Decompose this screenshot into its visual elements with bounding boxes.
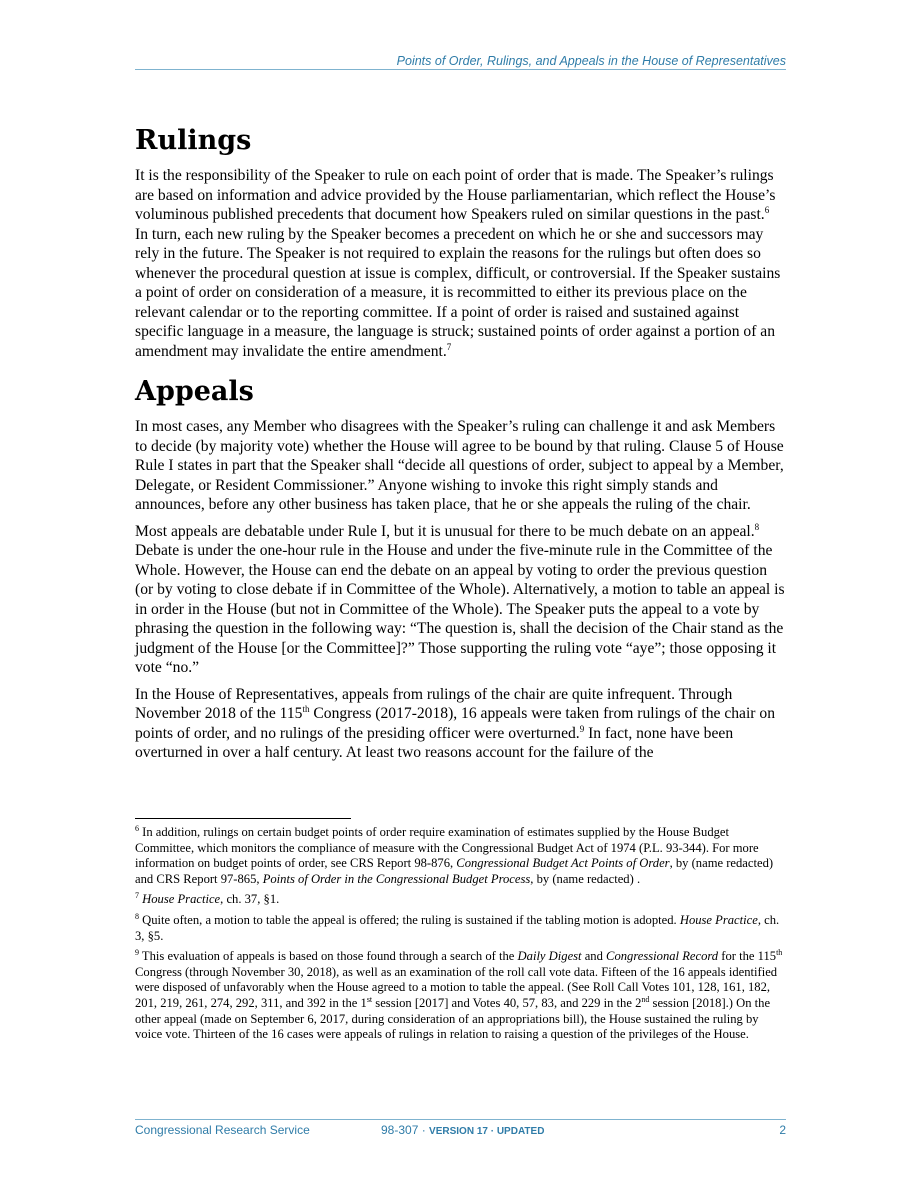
text-run: Quite often, a motion to table the appeal is offered; the ruling is sustained if the tabling motion is adopted. bbox=[139, 912, 680, 927]
footnote-8 bbox=[135, 913, 786, 944]
text-run: Most appeals are debatable under Rule I, but it is unusual for there to be much debate on an appeal. bbox=[135, 522, 755, 540]
rulings-paragraph-1 bbox=[135, 166, 786, 361]
footnote-ref-9[interactable]: 9 bbox=[579, 723, 585, 734]
footnote-number: 8 bbox=[135, 911, 139, 921]
text-run: Congress (2017-2018), 16 appeals were taken from rulings of the chair on points of order, and no rulings of the presiding officer were overturned. bbox=[135, 705, 775, 742]
text-run: , ch. 37, §1. bbox=[220, 892, 280, 907]
ordinal-suffix: th bbox=[776, 948, 783, 958]
footer-rule bbox=[135, 1119, 786, 1120]
footnote-7 bbox=[135, 892, 786, 908]
text-run: In the House of Representatives, appeals from rulings of the chair are quite infrequent. Through November 2018 of the 115 bbox=[135, 685, 733, 722]
ordinal-suffix: th bbox=[302, 704, 310, 714]
page-footer bbox=[135, 1123, 786, 1139]
header-rule bbox=[135, 69, 786, 70]
footnote-number: 7 bbox=[135, 891, 139, 901]
text-run: Congress (through November 30, 2018), as well as an examination of the roll call vote data. Fifteen of the 16 appeals identified were disposed of unfavorably when the House agreed to a motion to table the appeal. (See Roll Call Votes 101, 128, 161, 182, 201, 219, 261, 274, 292, 311, and 392 in the 1 bbox=[135, 964, 778, 1010]
appeals-paragraph-2 bbox=[135, 522, 786, 678]
text-run: , ch. 3, §5. bbox=[135, 912, 780, 943]
report-title: Points of Order in the Congressional Budget Process bbox=[262, 871, 531, 886]
text-run: In turn, each new ruling by the Speaker becomes a precedent on which he or she and successors may rely in the future. The Speaker is not required to explain the reasons for the rulings but often does so whenever the procedural question at issue is complex, difficult, or controversial. If the Speaker sustains a point of order on consideration of a measure, it is recommitted to either its previous place on the relevant calendar or to the reporting committee. If a point of order is raised and sustained against specific language in a measure, the language is struck; sustained points of order against a portion of an amendment may invalidate the entire amendment. bbox=[135, 225, 781, 360]
version-label: VERSION 17 · UPDATED bbox=[429, 1126, 545, 1137]
text-run: This evaluation of appeals is based on those found through a search of the bbox=[139, 949, 518, 964]
footnote-number: 6 bbox=[135, 824, 139, 833]
main-content bbox=[135, 123, 786, 770]
report-title: Congressional Budget Act Points of Order bbox=[456, 856, 670, 871]
footnote-number: 9 bbox=[135, 948, 139, 958]
source-title: House Practice bbox=[679, 912, 758, 927]
footnotes bbox=[135, 825, 786, 1048]
text-run: In fact, none have been overturned in over a half century. At least two reasons account for the failure of the bbox=[135, 724, 734, 761]
running-header-title: Points of Order, Rulings, and Appeals in the House of Representatives bbox=[396, 54, 786, 68]
text-run: In addition, rulings on certain budget points of order require examination of estimates supplied by the House Budget Committee, which monitors the compliance of measure with the Congressional Budget Act of 1974 (P.L. 93-344). For more information on budget points of order, see CRS Report 98-876, bbox=[135, 825, 759, 871]
footnote-ref-7[interactable]: 7 bbox=[446, 341, 452, 352]
section-heading-rulings: Rulings bbox=[135, 125, 252, 156]
appeals-paragraph-1 bbox=[135, 417, 786, 515]
appeals-paragraph-3 bbox=[135, 685, 786, 763]
report-number: 98-307 · bbox=[381, 1123, 430, 1137]
text-run: for the 115 bbox=[718, 949, 777, 964]
footer-report-id bbox=[381, 1123, 544, 1137]
text-run: It is the responsibility of the Speaker to rule on each point of order that is made. The Speaker’s rulings are based on information and advice provided by the House parliamentarian, which reflect the House’s voluminous published precedents that document how Speakers ruled on similar questions in the past. bbox=[135, 167, 776, 223]
source-title: House Practice bbox=[142, 892, 221, 907]
text-run: Debate is under the one-hour rule in the House and under the five-minute rule in the Committee of the Whole. However, the House can end the debate on an appeal by voting to order the previous question (or by voting to close debate if in Committee of the Whole). Alternatively, a motion to table an appeal is in order in the House (but not in Committee of the Whole). The Speaker puts the appeal to a vote by phrasing the question in the following way: “The question is, shall the decision of the Chair stand as the judgment of the House [or the Committee]?” Those supporting the ruling vote “aye”; those opposing it vote “no.” bbox=[135, 542, 785, 676]
source-title: Congressional Record bbox=[606, 949, 719, 964]
text-run: session [2018].) On the other appeal (made on September 6, 2017, during consideration of an appropriations bill), the House sustained the ruling by voice vote. Thirteen of the 16 cases were appeals of rulings in relation to raising a question of the privileges of the House. bbox=[135, 995, 771, 1042]
footnote-ref-6[interactable]: 6 bbox=[764, 205, 770, 215]
page-number: 2 bbox=[779, 1123, 786, 1137]
footnote-ref-8[interactable]: 8 bbox=[754, 521, 760, 532]
footnote-6 bbox=[135, 825, 786, 887]
ordinal-suffix: nd bbox=[641, 994, 650, 1004]
footer-agency: Congressional Research Service bbox=[135, 1123, 310, 1137]
text-run: , by (name redacted) . bbox=[530, 871, 641, 886]
text-run: and bbox=[581, 949, 607, 964]
footnote-separator bbox=[135, 818, 351, 819]
footnote-9 bbox=[135, 949, 786, 1043]
source-title: Daily Digest bbox=[517, 949, 582, 964]
text-run: , by (name redacted) and CRS Report 97-865, bbox=[135, 856, 774, 886]
ordinal-suffix: st bbox=[366, 994, 373, 1004]
section-heading-appeals: Appeals bbox=[135, 376, 254, 407]
text-run: session [2017] and Votes 40, 57, 83, and 229 in the 2 bbox=[372, 995, 642, 1010]
text-run: In most cases, any Member who disagrees with the Speaker’s ruling can challenge it and ask Members to decide (by majority vote) whether the House will agree to be bound by that ruling. Clause 5 of House Rule I states in part that the Speaker shall “decide all questions of order, subject to appeal by a Member, Delegate, or Resident Commissioner.” Anyone wishing to invoke this right simply stands and announces, before any other business has taken place, that he or she appeals the ruling of the chair. bbox=[135, 418, 784, 513]
